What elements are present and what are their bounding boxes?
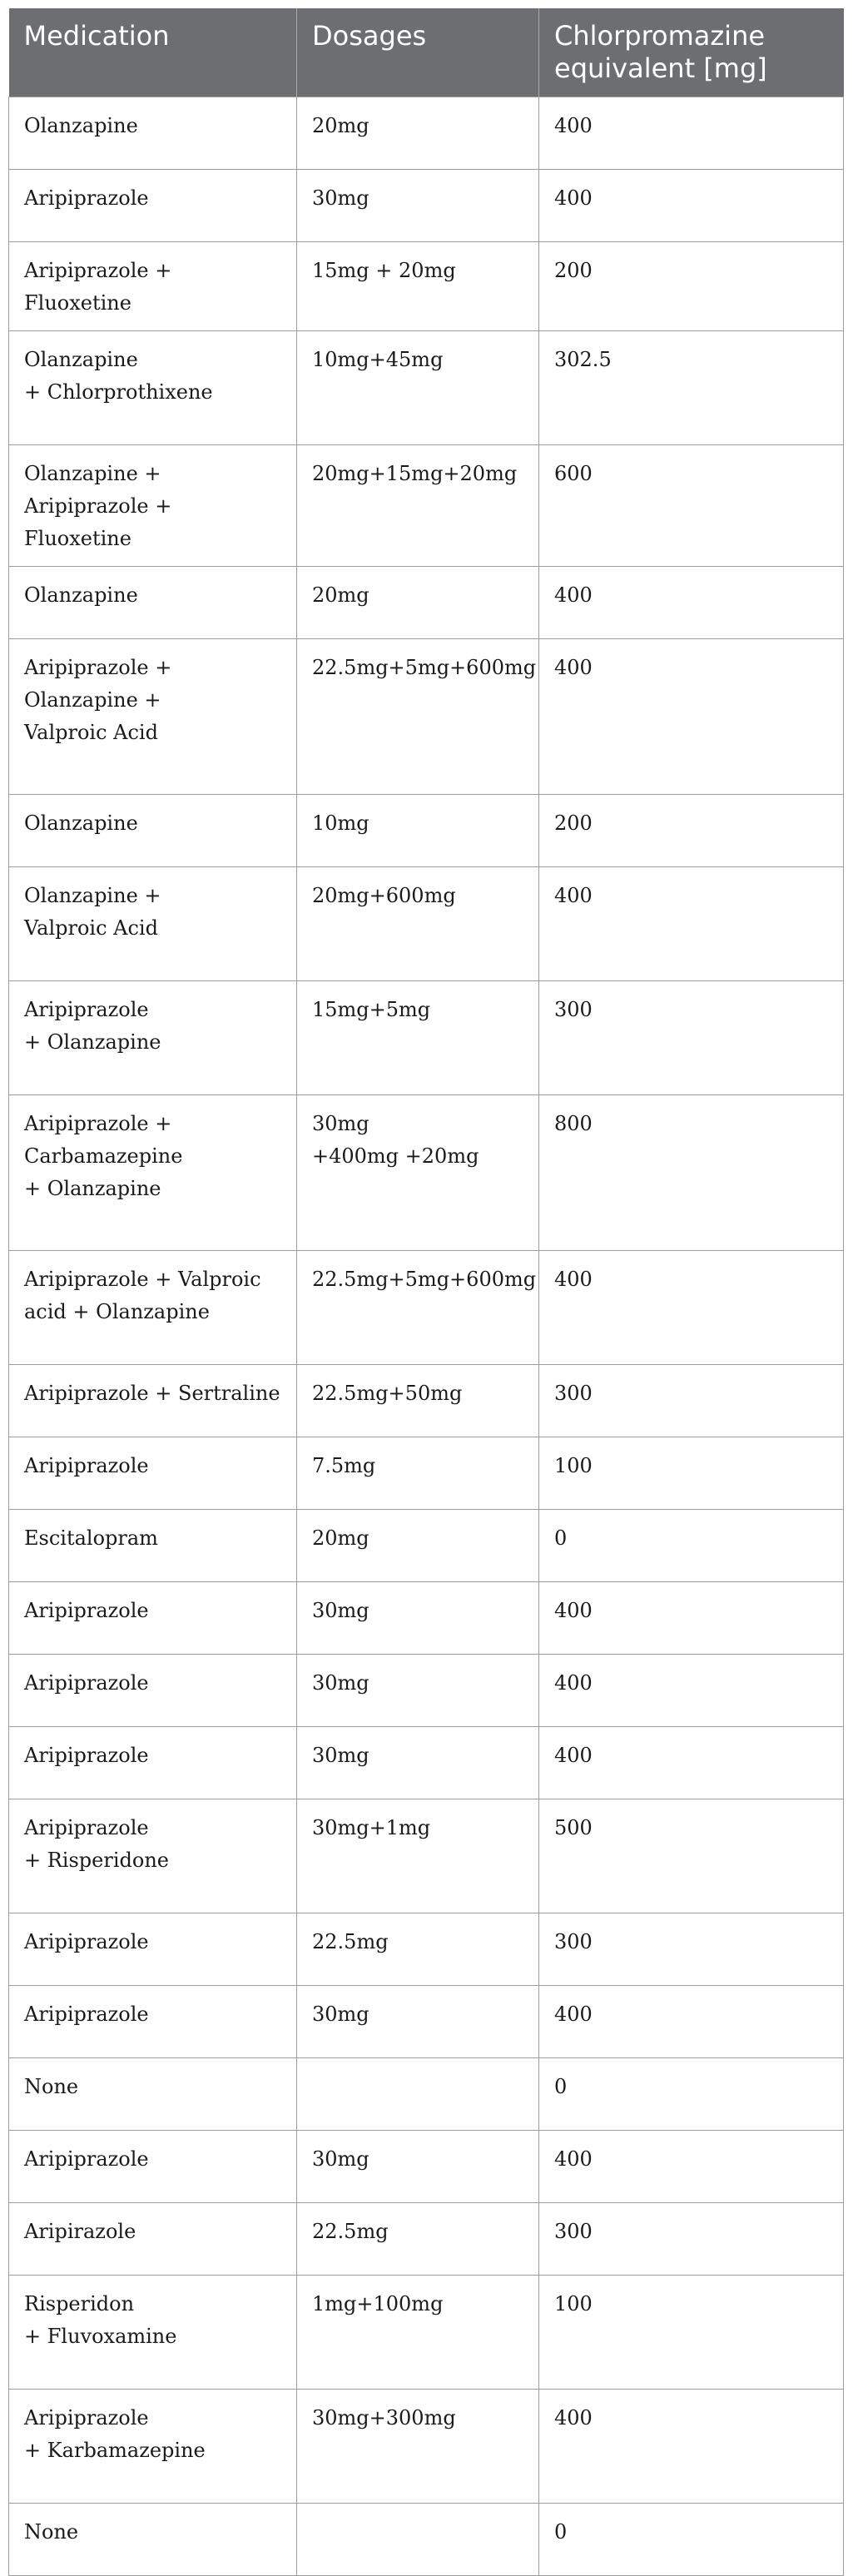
- table-row: [9, 2390, 844, 2504]
- dosage-cell: 20mg: [297, 97, 539, 170]
- dosage-cell: 10mg: [297, 795, 539, 867]
- dosage-cell: 22.5mg: [297, 1913, 539, 1986]
- table-row: [9, 1251, 844, 1365]
- header-medication: Medication: [9, 8, 297, 97]
- dosage-cell: 15mg + 20mg: [297, 242, 539, 331]
- table-row: [9, 1913, 844, 1986]
- table-row: [9, 795, 844, 867]
- dosage-cell: 30mg: [297, 1582, 539, 1655]
- medication-cell: Aripiprazole + Sertraline: [9, 1365, 297, 1437]
- table-row: [9, 331, 844, 445]
- table-row: [9, 1095, 844, 1251]
- chlorpromazine-equivalent-cell: 400: [539, 170, 844, 242]
- chlorpromazine-equivalent-cell: 400: [539, 567, 844, 639]
- medication-cell: Aripiprazole: [9, 1437, 297, 1510]
- chlorpromazine-equivalent-cell: 0: [539, 2058, 844, 2131]
- chlorpromazine-equivalent-cell: 400: [539, 1582, 844, 1655]
- table-row: [9, 2131, 844, 2203]
- dosage-cell: 30mg: [297, 1727, 539, 1799]
- medication-cell: Aripiprazole + Olanzapine: [9, 981, 297, 1095]
- medication-cell: Aripirazole: [9, 2203, 297, 2276]
- table-row: [9, 2276, 844, 2390]
- header-row: [9, 8, 844, 97]
- medication-cell: Aripiprazole + Fluoxetine: [9, 242, 297, 331]
- chlorpromazine-equivalent-cell: 600: [539, 445, 844, 567]
- table-row: [9, 1510, 844, 1582]
- medication-cell: Aripiprazole + Valproic acid + Olanzapine: [9, 1251, 297, 1365]
- chlorpromazine-equivalent-cell: 800: [539, 1095, 844, 1251]
- chlorpromazine-equivalent-cell: 400: [539, 1727, 844, 1799]
- chlorpromazine-equivalent-cell: 100: [539, 1437, 844, 1510]
- table-body: [9, 97, 844, 2576]
- header-chlorpromazine-equivalent: Chlorpromazine equivalent [mg]: [539, 8, 844, 97]
- dosage-cell: 22.5mg+50mg: [297, 1365, 539, 1437]
- chlorpromazine-equivalent-cell: 300: [539, 1365, 844, 1437]
- dosage-cell: 1mg+100mg: [297, 2276, 539, 2390]
- table-row: [9, 567, 844, 639]
- medication-cell: Aripiprazole: [9, 1986, 297, 2058]
- table-row: [9, 2058, 844, 2131]
- medication-cell: Aripiprazole: [9, 2131, 297, 2203]
- dosage-cell: 22.5mg: [297, 2203, 539, 2276]
- chlorpromazine-equivalent-cell: 400: [539, 97, 844, 170]
- chlorpromazine-equivalent-cell: 300: [539, 981, 844, 1095]
- chlorpromazine-equivalent-cell: 400: [539, 1655, 844, 1727]
- dosage-cell: 7.5mg: [297, 1437, 539, 1510]
- table-row: [9, 1986, 844, 2058]
- medication-cell: Risperidon + Fluvoxamine: [9, 2276, 297, 2390]
- table-row: [9, 1655, 844, 1727]
- chlorpromazine-equivalent-cell: 302.5: [539, 331, 844, 445]
- chlorpromazine-equivalent-cell: 300: [539, 1913, 844, 1986]
- dosage-cell: 20mg+15mg+20mg: [297, 445, 539, 567]
- medication-cell: None: [9, 2058, 297, 2131]
- table-row: [9, 1727, 844, 1799]
- chlorpromazine-equivalent-cell: 300: [539, 2203, 844, 2276]
- dosage-cell: 20mg+600mg: [297, 867, 539, 981]
- table-header: [9, 8, 844, 97]
- chlorpromazine-equivalent-cell: 400: [539, 1986, 844, 2058]
- chlorpromazine-equivalent-cell: 100: [539, 2276, 844, 2390]
- dosage-cell: [297, 2504, 539, 2576]
- medication-cell: Aripiprazole: [9, 1727, 297, 1799]
- table-row: [9, 867, 844, 981]
- medication-cell: Aripiprazole + Karbamazepine: [9, 2390, 297, 2504]
- medication-table-container: [8, 8, 843, 2576]
- dosage-cell: 30mg: [297, 170, 539, 242]
- table-row: [9, 170, 844, 242]
- medication-cell: None: [9, 2504, 297, 2576]
- table-row: [9, 2203, 844, 2276]
- chlorpromazine-equivalent-cell: 0: [539, 2504, 844, 2576]
- dosage-cell: 22.5mg+5mg+600mg: [297, 639, 539, 795]
- dosage-cell: 30mg +400mg +20mg: [297, 1095, 539, 1251]
- chlorpromazine-equivalent-cell: 200: [539, 242, 844, 331]
- dosage-cell: 20mg: [297, 1510, 539, 1582]
- medication-cell: Olanzapine + Aripiprazole + Fluoxetine: [9, 445, 297, 567]
- chlorpromazine-equivalent-cell: 400: [539, 639, 844, 795]
- medication-cell: Aripiprazole: [9, 1582, 297, 1655]
- table-row: [9, 97, 844, 170]
- dosage-cell: 30mg: [297, 1986, 539, 2058]
- chlorpromazine-equivalent-cell: 400: [539, 2131, 844, 2203]
- chlorpromazine-equivalent-cell: 400: [539, 1251, 844, 1365]
- dosage-cell: 30mg+300mg: [297, 2390, 539, 2504]
- dosage-cell: 15mg+5mg: [297, 981, 539, 1095]
- dosage-cell: 10mg+45mg: [297, 331, 539, 445]
- table-row: [9, 445, 844, 567]
- medication-cell: Aripiprazole: [9, 170, 297, 242]
- table-row: [9, 1437, 844, 1510]
- chlorpromazine-equivalent-cell: 0: [539, 1510, 844, 1582]
- table-row: [9, 981, 844, 1095]
- medication-cell: Aripiprazole + Risperidone: [9, 1799, 297, 1913]
- medication-cell: Escitalopram: [9, 1510, 297, 1582]
- chlorpromazine-equivalent-cell: 400: [539, 2390, 844, 2504]
- table-row: [9, 2504, 844, 2576]
- medication-cell: Aripiprazole: [9, 1655, 297, 1727]
- dosage-cell: 20mg: [297, 567, 539, 639]
- chlorpromazine-equivalent-cell: 500: [539, 1799, 844, 1913]
- medication-cell: Aripiprazole + Carbamazepine + Olanzapine: [9, 1095, 297, 1251]
- chlorpromazine-equivalent-cell: 200: [539, 795, 844, 867]
- table-row: [9, 1365, 844, 1437]
- table-row: [9, 639, 844, 795]
- dosage-cell: 30mg: [297, 2131, 539, 2203]
- dosage-cell: 22.5mg+5mg+600mg: [297, 1251, 539, 1365]
- medication-cell: Aripiprazole: [9, 1913, 297, 1986]
- medication-cell: Aripiprazole + Olanzapine + Valproic Acid: [9, 639, 297, 795]
- medication-cell: Olanzapine + Chlorprothixene: [9, 331, 297, 445]
- medication-cell: Olanzapine: [9, 97, 297, 170]
- medication-cell: Olanzapine: [9, 795, 297, 867]
- table-row: [9, 1582, 844, 1655]
- table-row: [9, 1799, 844, 1913]
- dosage-cell: 30mg+1mg: [297, 1799, 539, 1913]
- medication-table: [8, 8, 844, 2576]
- dosage-cell: [297, 2058, 539, 2131]
- header-dosages: Dosages: [297, 8, 539, 97]
- medication-cell: Olanzapine + Valproic Acid: [9, 867, 297, 981]
- table-row: [9, 242, 844, 331]
- medication-cell: Olanzapine: [9, 567, 297, 639]
- dosage-cell: 30mg: [297, 1655, 539, 1727]
- chlorpromazine-equivalent-cell: 400: [539, 867, 844, 981]
